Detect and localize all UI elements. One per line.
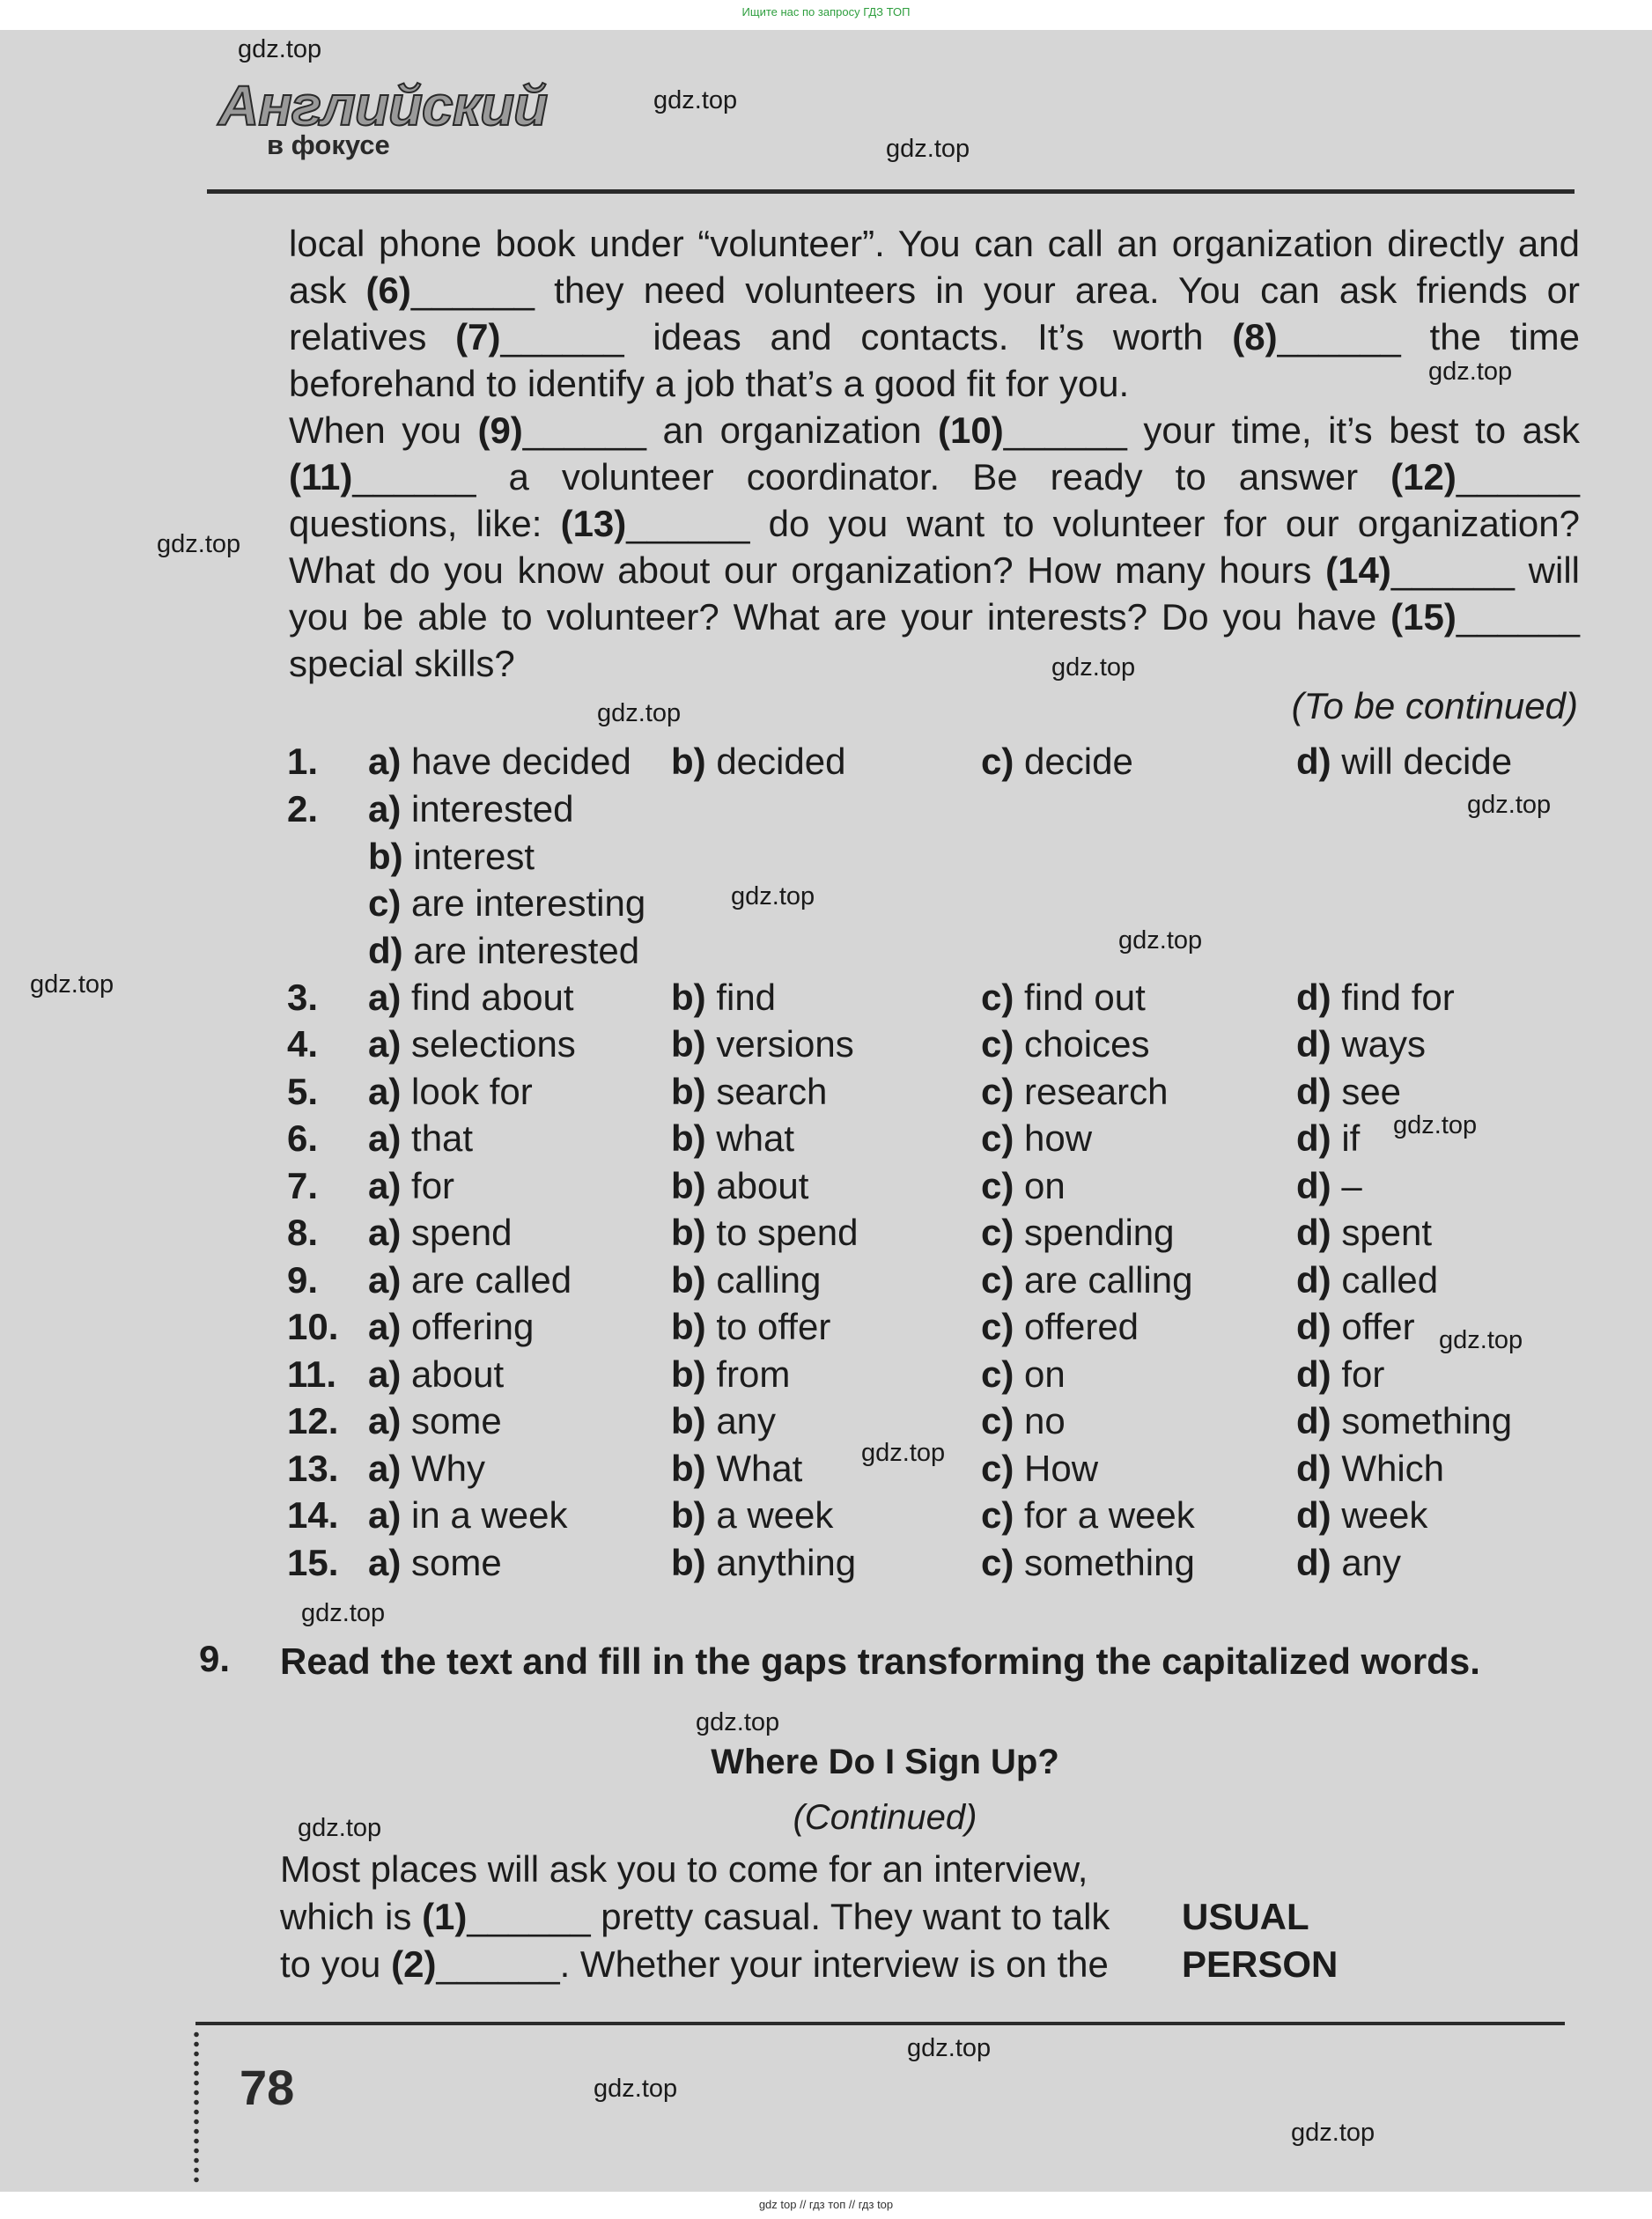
option-letter: b) <box>671 1306 706 1347</box>
option-text: anything <box>716 1542 857 1583</box>
option-text: any <box>716 1400 777 1441</box>
option-c <box>981 1445 1098 1492</box>
option-b <box>671 1492 833 1538</box>
task9-line-3 <box>280 1941 1109 1987</box>
option-letter: b) <box>671 1117 706 1159</box>
option-c <box>368 880 645 926</box>
question-number: 10. <box>287 1306 339 1347</box>
option-letter: b) <box>671 1259 706 1301</box>
option-text: week <box>1341 1494 1428 1536</box>
option-text: are interested <box>413 930 640 971</box>
watermark: gdz.top <box>1051 653 1136 682</box>
option-text: Why <box>411 1448 486 1489</box>
option-letter: d) <box>1296 1117 1331 1159</box>
line-text: which is <box>280 1896 423 1937</box>
option-a <box>368 1021 576 1067</box>
question-number: 1. <box>287 741 319 782</box>
passage-text: local phone book under “volunteer”. You can call an organization directly and ask <box>289 223 1580 311</box>
option-letter: c) <box>368 882 402 924</box>
option-letter: b) <box>671 1353 706 1395</box>
option-c <box>981 1068 1168 1115</box>
option-letter: a) <box>368 1117 402 1159</box>
option-d <box>1296 1162 1362 1209</box>
question-number: 11. <box>287 1353 337 1395</box>
option-d <box>1296 1021 1426 1067</box>
option-text: on <box>1024 1165 1066 1206</box>
option-row <box>287 1257 1608 1303</box>
option-b <box>671 1162 808 1209</box>
option-text: to offer <box>716 1306 831 1347</box>
option-text: choices <box>1024 1023 1150 1065</box>
watermark: gdz.top <box>1291 2119 1375 2147</box>
option-b <box>671 1303 830 1350</box>
option-letter: d) <box>1296 1353 1331 1395</box>
gap-number: (6) <box>365 269 411 311</box>
option-d <box>1296 738 1512 785</box>
option-text: selections <box>411 1023 576 1065</box>
option-text: how <box>1024 1117 1093 1159</box>
to-be-continued: (To be continued) <box>1291 685 1578 726</box>
watermark: gdz.top <box>886 135 970 163</box>
option-row <box>287 974 1608 1021</box>
passage-text: ______ the time beforehand to identify a job that’s a good fit for you. <box>289 316 1581 404</box>
option-text: are called <box>411 1259 572 1301</box>
option-a <box>368 1257 572 1303</box>
question-number: 2. <box>287 788 319 829</box>
option-a <box>368 738 631 785</box>
option-row <box>287 1397 1608 1444</box>
question-number: 15. <box>287 1542 339 1583</box>
option-d <box>1296 1115 1360 1161</box>
option-c <box>981 1492 1195 1538</box>
option-row <box>287 1303 1608 1350</box>
passage-text: ______ they need volunteers in your area. You can ask friends or relatives <box>289 269 1581 358</box>
option-a <box>368 785 573 832</box>
option-text: find about <box>411 977 574 1018</box>
passage-text: When you <box>289 409 478 451</box>
option-a <box>368 1492 567 1538</box>
option-text: decided <box>716 741 846 782</box>
option-letter: c) <box>981 1400 1014 1441</box>
option-text: called <box>1341 1259 1439 1301</box>
option-text: for <box>411 1165 455 1206</box>
option-letter: d) <box>1296 1448 1331 1489</box>
option-c <box>981 1021 1149 1067</box>
passage-paragraph-1 <box>289 220 1580 407</box>
option-text: some <box>411 1400 502 1441</box>
passage-text: ______ your time, it’s best to ask <box>1003 409 1580 451</box>
page-number: 78 <box>240 2060 295 2115</box>
gap-number: (8) <box>1232 316 1278 358</box>
option-letter: c) <box>981 1165 1014 1206</box>
option-letter: a) <box>368 1071 402 1112</box>
option-d <box>1296 1539 1401 1586</box>
option-a <box>368 974 574 1021</box>
option-letter: c) <box>981 1306 1014 1347</box>
option-c <box>981 974 1146 1021</box>
option-text: Which <box>1341 1448 1445 1489</box>
option-letter: c) <box>981 1353 1014 1395</box>
option-letter: c) <box>981 1259 1014 1301</box>
option-letter: a) <box>368 741 402 782</box>
option-letter: d) <box>1296 741 1331 782</box>
question-number: 6. <box>287 1117 319 1159</box>
option-b <box>671 1351 790 1397</box>
logo-main-text: Английский <box>218 74 548 137</box>
watermark: gdz.top <box>1467 791 1552 819</box>
watermark: gdz.top <box>731 882 815 910</box>
option-letter: c) <box>981 977 1014 1018</box>
option-d <box>1296 1397 1512 1444</box>
option-letter: d) <box>1296 1542 1331 1583</box>
option-text: How <box>1024 1448 1099 1489</box>
line-text: to you <box>280 1943 392 1985</box>
option-c <box>981 1209 1175 1256</box>
gap-number: (1) <box>422 1896 468 1937</box>
option-a <box>368 1115 473 1161</box>
passage <box>289 220 1580 687</box>
option-row <box>287 1445 1608 1492</box>
option-text: interest <box>413 836 535 877</box>
option-d <box>1296 974 1455 1021</box>
option-letter: d) <box>1296 1400 1331 1441</box>
option-letter: d) <box>1296 1071 1331 1112</box>
option-d <box>1296 1303 1415 1350</box>
option-text: for <box>1341 1353 1385 1395</box>
option-letter: c) <box>981 1448 1014 1489</box>
option-letter: d) <box>1296 1494 1331 1536</box>
option-letter: d) <box>1296 1165 1331 1206</box>
question-number: 7. <box>287 1165 319 1206</box>
option-c <box>981 738 1133 785</box>
option-text: in a week <box>411 1494 568 1536</box>
option-text: a week <box>716 1494 834 1536</box>
watermark: gdz.top <box>861 1439 946 1467</box>
option-text: about <box>411 1353 505 1395</box>
option-text: any <box>1341 1542 1402 1583</box>
option-d <box>1296 1445 1444 1492</box>
option-text: from <box>716 1353 791 1395</box>
option-d <box>1296 1351 1384 1397</box>
gap-number: (15) <box>1390 596 1457 638</box>
watermark: gdz.top <box>594 2075 678 2103</box>
capitalized-word-1: USUAL <box>1182 1896 1309 1937</box>
option-letter: b) <box>671 1023 706 1065</box>
option-text: – <box>1341 1165 1362 1206</box>
watermark: gdz.top <box>1393 1111 1478 1139</box>
top-note: Ищите нас по запросу ГДЗ ТОП <box>741 5 911 18</box>
option-letter: b) <box>671 1071 706 1112</box>
option-letter: a) <box>368 788 402 829</box>
option-a <box>368 1397 502 1444</box>
option-text: some <box>411 1542 502 1583</box>
option-letter: b) <box>671 1212 706 1253</box>
book-logo <box>218 74 548 160</box>
question-number: 9. <box>287 1259 319 1301</box>
option-d <box>1296 1492 1427 1538</box>
option-text: for a week <box>1024 1494 1195 1536</box>
task-number: 9. <box>199 1638 231 1679</box>
option-text: that <box>411 1117 474 1159</box>
logo-sub-text: в фокусе <box>267 129 390 160</box>
watermark: gdz.top <box>298 1814 382 1842</box>
question-number: 5. <box>287 1071 319 1112</box>
option-c <box>981 1303 1139 1350</box>
option-letter: b) <box>671 977 706 1018</box>
capitalized-word-2: PERSON <box>1182 1943 1339 1985</box>
watermark: gdz.top <box>1428 358 1513 386</box>
option-text: have decided <box>411 741 631 782</box>
option-b <box>671 1115 794 1161</box>
option-d <box>368 927 639 974</box>
question-number: 12. <box>287 1400 339 1441</box>
footer-rule <box>195 2022 1565 2025</box>
passage-text: ______ ideas and contacts. It’s worth <box>500 316 1233 358</box>
header-rule <box>207 189 1575 194</box>
gap-number: (12) <box>1390 456 1457 498</box>
option-text: research <box>1024 1071 1169 1112</box>
option-letter: a) <box>368 1165 402 1206</box>
option-letter: a) <box>368 1448 402 1489</box>
watermark: gdz.top <box>907 2034 992 2062</box>
question-number: 13. <box>287 1448 339 1489</box>
option-b <box>671 974 776 1021</box>
option-letter: a) <box>368 1494 402 1536</box>
gap-number: (11) <box>289 456 353 498</box>
watermark: gdz.top <box>301 1599 386 1627</box>
option-row <box>287 1351 1608 1397</box>
option-text: What <box>716 1448 803 1489</box>
option-text: see <box>1341 1071 1402 1112</box>
option-letter: c) <box>981 1023 1014 1065</box>
option-letter: a) <box>368 1023 402 1065</box>
option-b <box>671 738 845 785</box>
option-letter: a) <box>368 977 402 1018</box>
option-a <box>368 1209 512 1256</box>
option-a <box>368 1351 504 1397</box>
option-text: about <box>716 1165 809 1206</box>
option-row <box>287 1068 1608 1115</box>
passage-text: ______ questions, like: <box>289 456 1580 544</box>
option-letter: b) <box>671 1448 706 1489</box>
option-letter: a) <box>368 1400 402 1441</box>
option-letter: c) <box>981 741 1014 782</box>
option-text: something <box>1024 1542 1195 1583</box>
option-letter: a) <box>368 1259 402 1301</box>
option-letter: b) <box>671 1494 706 1536</box>
watermark: gdz.top <box>30 970 114 999</box>
watermark: gdz.top <box>157 530 241 558</box>
gap-number: (2) <box>391 1943 437 1985</box>
option-letter: b) <box>671 741 706 782</box>
passage-text: ______ special skills? <box>289 596 1580 684</box>
question-number: 8. <box>287 1212 319 1253</box>
passage-paragraph-2 <box>289 407 1580 687</box>
option-text: look for <box>411 1071 533 1112</box>
gap-number: (7) <box>455 316 501 358</box>
option-text: something <box>1341 1400 1513 1441</box>
option-text: spending <box>1024 1212 1175 1253</box>
option-row <box>287 1492 1608 1538</box>
option-text: find for <box>1341 977 1455 1018</box>
option-text: versions <box>716 1023 854 1065</box>
option-text: interested <box>411 788 574 829</box>
option-text: offering <box>411 1306 535 1347</box>
option-letter: d) <box>1296 1259 1331 1301</box>
watermark: gdz.top <box>653 86 738 114</box>
option-letter: d) <box>1296 977 1331 1018</box>
passage-text: ______ an organization <box>522 409 939 451</box>
option-row <box>287 738 1608 785</box>
option-letter: c) <box>981 1542 1014 1583</box>
task-instruction: Read the text and fill in the gaps transforming the capitalized words. <box>280 1640 1480 1682</box>
option-letter: b) <box>368 836 403 877</box>
option-b <box>671 1445 802 1492</box>
option-text: search <box>716 1071 828 1112</box>
option-letter: d) <box>1296 1212 1331 1253</box>
option-letter: d) <box>1296 1023 1331 1065</box>
option-d <box>1296 1257 1438 1303</box>
question-number: 3. <box>287 977 319 1018</box>
option-b <box>671 1021 854 1067</box>
gap-number: (13) <box>560 503 627 544</box>
option-text: are calling <box>1024 1259 1193 1301</box>
question-number: 4. <box>287 1023 319 1065</box>
option-text: spent <box>1341 1212 1433 1253</box>
option-letter: d) <box>1296 1306 1331 1347</box>
option-text: calling <box>716 1259 822 1301</box>
gap-number: (14) <box>1325 549 1391 591</box>
option-b <box>671 1209 858 1256</box>
option-b <box>671 1397 776 1444</box>
option-c <box>981 1257 1192 1303</box>
option-c <box>981 1115 1092 1161</box>
option-text: ways <box>1341 1023 1427 1065</box>
watermark: gdz.top <box>238 35 322 63</box>
option-a <box>368 1445 485 1492</box>
option-text: what <box>716 1117 795 1159</box>
option-letter: c) <box>981 1494 1014 1536</box>
option-a <box>368 1162 454 1209</box>
option-letter: c) <box>981 1071 1014 1112</box>
option-b <box>671 1068 827 1115</box>
option-b <box>368 833 535 880</box>
option-c <box>981 1397 1066 1444</box>
watermark: gdz.top <box>1118 926 1203 955</box>
option-text: spend <box>411 1212 513 1253</box>
option-row <box>287 1021 1608 1067</box>
option-letter: b) <box>671 1542 706 1583</box>
watermark: gdz.top <box>1439 1326 1523 1354</box>
task9-line-2 <box>280 1893 1110 1940</box>
option-letter: a) <box>368 1353 402 1395</box>
option-letter: c) <box>981 1117 1014 1159</box>
option-letter: a) <box>368 1542 402 1583</box>
option-text: no <box>1024 1400 1066 1441</box>
option-letter: d) <box>368 930 403 971</box>
option-a <box>368 1068 533 1115</box>
option-text: offer <box>1341 1306 1415 1347</box>
option-c <box>981 1539 1195 1586</box>
line-text: ______. Whether your interview is on the <box>436 1943 1109 1985</box>
option-row <box>287 1539 1608 1586</box>
option-a <box>368 1539 502 1586</box>
option-b <box>671 1257 821 1303</box>
option-a <box>368 1303 534 1350</box>
text-title: Where Do I Sign Up? <box>711 1743 1059 1781</box>
option-d <box>1296 1068 1401 1115</box>
option-text: are interesting <box>411 882 646 924</box>
option-letter: b) <box>671 1400 706 1441</box>
option-text: offered <box>1024 1306 1139 1347</box>
option-text: will decide <box>1341 741 1513 782</box>
option-letter: a) <box>368 1306 402 1347</box>
option-c <box>981 1351 1066 1397</box>
task9-line-1: Most places will ask you to come for an interview, <box>280 1848 1088 1890</box>
line-text: ______ pretty casual. They want to talk <box>467 1896 1110 1937</box>
option-row <box>287 1209 1608 1256</box>
option-text: find out <box>1024 977 1146 1018</box>
option-letter: b) <box>671 1165 706 1206</box>
passage-text: ______ a volunteer coordinator. Be ready to answer <box>352 456 1391 498</box>
option-text: find <box>716 977 777 1018</box>
passage-text: ______ will you be able to volunteer? What are your interests? Do you have <box>289 549 1580 638</box>
passage-text: ______ do you want to volunteer for our organization? What do you know about our organization? How many hours <box>289 503 1580 591</box>
gap-number: (10) <box>938 409 1004 451</box>
option-d <box>1296 1209 1432 1256</box>
option-letter: c) <box>981 1212 1014 1253</box>
dotted-border <box>193 2030 200 2185</box>
option-text: if <box>1341 1117 1361 1159</box>
option-text: to spend <box>716 1212 859 1253</box>
watermark: gdz.top <box>597 699 682 727</box>
question-number: 14. <box>287 1494 339 1536</box>
option-text: on <box>1024 1353 1066 1395</box>
bottom-note: gdz top // гдз топ // гдз top <box>758 2198 894 2211</box>
watermark: gdz.top <box>696 1708 780 1736</box>
option-b <box>671 1539 856 1586</box>
option-text: decide <box>1024 741 1133 782</box>
option-row <box>287 1162 1608 1209</box>
text-subtitle: (Continued) <box>793 1798 977 1837</box>
option-letter: a) <box>368 1212 402 1253</box>
option-c <box>981 1162 1066 1209</box>
gap-number: (9) <box>477 409 523 451</box>
